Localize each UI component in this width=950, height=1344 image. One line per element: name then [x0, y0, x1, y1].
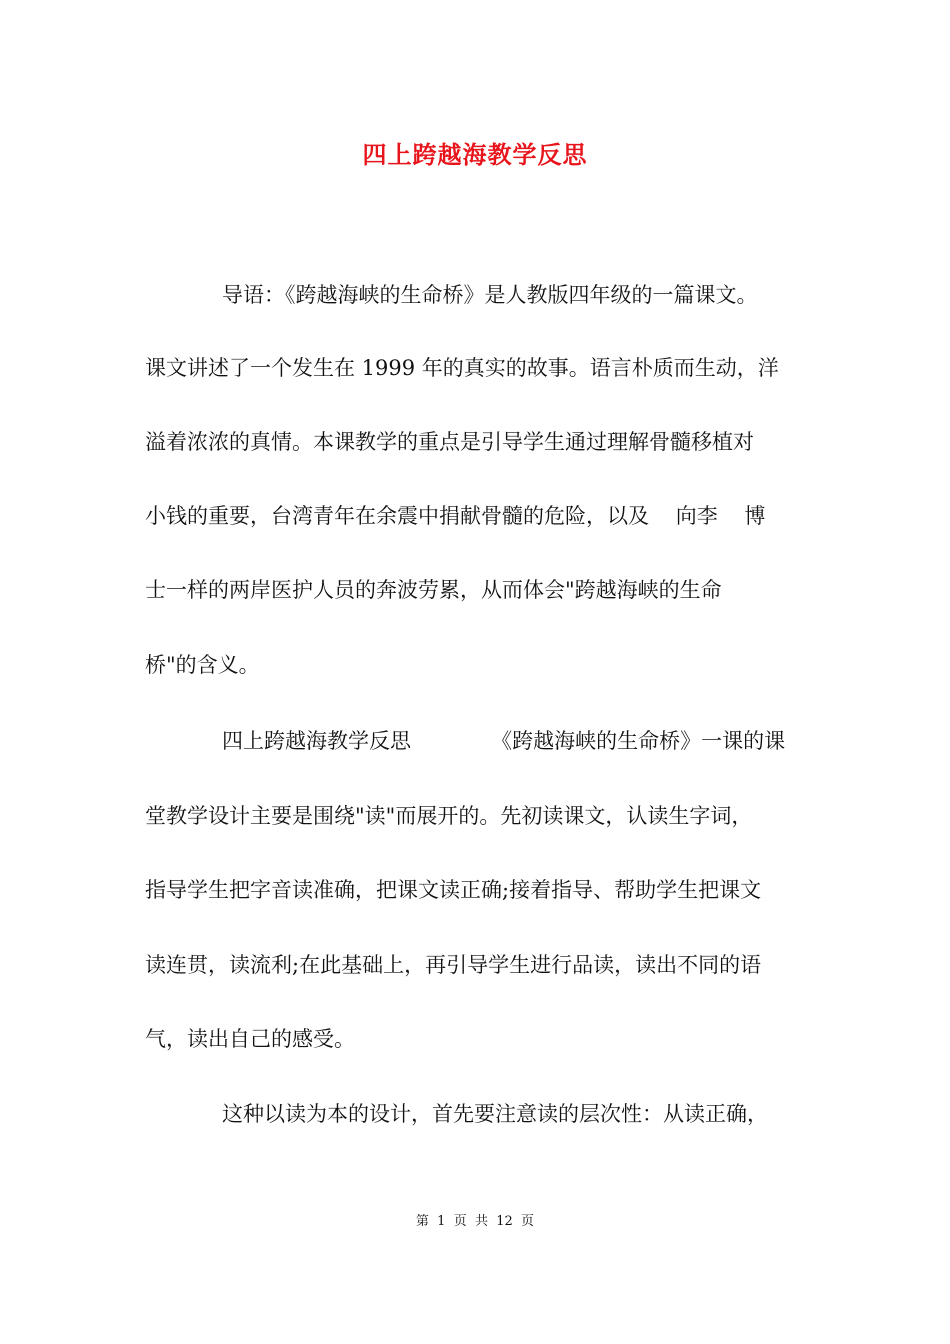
- paragraph-line: 气，读出自己的感受。: [145, 1027, 355, 1051]
- paragraph-line: 课文讲述了一个发生在 1999 年的真实的故事。语言朴质而生动，洋: [145, 356, 779, 380]
- paragraph-line: 指导学生把字音读准确，把课文读正确;接着指导、帮助学生把课文: [145, 878, 762, 902]
- paragraph-line: 导语：《跨越海峡的生命桥》是人教版四年级的一篇课文。: [222, 283, 758, 307]
- paragraph-line: 读连贯，读流利;在此基础上，再引导学生进行品读，读出不同的语: [145, 953, 762, 977]
- page-number-footer: 第 1 页 共 12 页: [415, 1214, 535, 1229]
- paragraph-line: 溢着浓浓的真情。本课教学的重点是引导学生通过理解骨髓移植对: [145, 430, 754, 454]
- paragraph-line: 堂教学设计主要是围绕"读"而展开的。先初读课文，认读生字词，: [145, 804, 753, 828]
- paragraph-line: 这种以读为本的设计，首先要注意读的层次性：从读正确，: [222, 1102, 768, 1126]
- paragraph-line: 四上跨越海教学反思 《跨越海峡的生命桥》一课的课: [222, 729, 786, 753]
- document-title: 四上跨越海教学反思: [362, 140, 588, 169]
- paragraph-line: 小钱的重要，台湾青年在余震中捐献骨髓的危险，以及 向李 博: [145, 504, 766, 528]
- paragraph-line: 士一样的两岸医护人员的奔波劳累，从而体会"跨越海峡的生命: [145, 578, 722, 602]
- paragraph-line: 桥"的含义。: [145, 653, 260, 677]
